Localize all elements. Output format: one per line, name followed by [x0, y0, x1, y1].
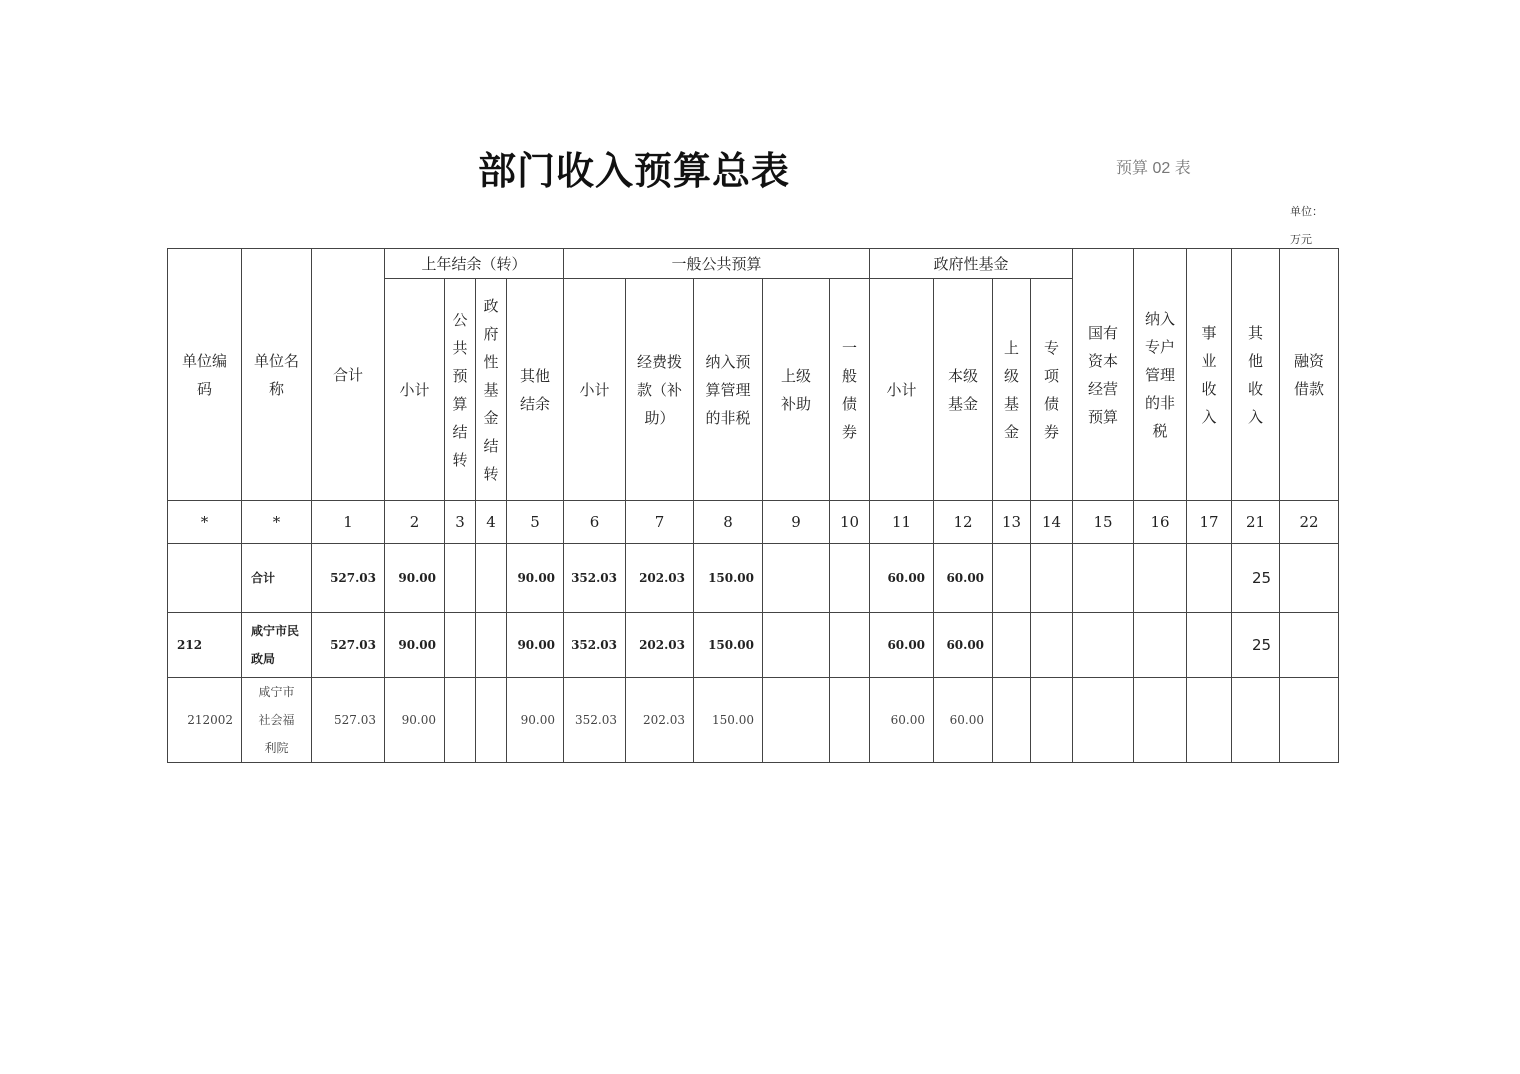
row-gen-nontax: 150.00 [694, 678, 763, 763]
row-name: 咸宁市社会福利院 [242, 678, 312, 763]
row-prev-gov [476, 678, 507, 763]
row-gen-nontax: 150.00 [694, 613, 763, 678]
row-name: 合计 [242, 544, 312, 613]
row-gen-subtotal: 352.03 [564, 613, 626, 678]
row-business [1187, 678, 1232, 763]
row-gen-bond [830, 544, 870, 613]
row-fund-superior [993, 678, 1031, 763]
header-prev-subtotal: 小计 [385, 279, 445, 501]
header-fund-local: 本级基金 [934, 279, 993, 501]
row-financing [1280, 613, 1339, 678]
row-prev-other: 90.00 [507, 613, 564, 678]
row-special-nontax [1134, 544, 1187, 613]
row-state-capital [1073, 544, 1134, 613]
col-number: 4 [476, 501, 507, 544]
header-group-general: 一般公共预算 [564, 249, 870, 279]
header-total: 合计 [312, 249, 385, 501]
row-prev-other: 90.00 [507, 544, 564, 613]
row-gen-superior [763, 544, 830, 613]
table-row-welfare [168, 678, 1339, 763]
header-group-fund: 政府性基金 [870, 249, 1073, 279]
row-fund-local: 60.00 [934, 613, 993, 678]
col-number: 16 [1134, 501, 1187, 544]
header-name: 单位名称 [242, 249, 312, 501]
row-prev-other: 90.00 [507, 678, 564, 763]
col-number: * [168, 501, 242, 544]
row-gen-subtotal: 352.03 [564, 678, 626, 763]
unit-value: 万元 [1290, 233, 1312, 246]
row-total: 527.03 [312, 678, 385, 763]
row-code: 212002 [168, 678, 242, 763]
header-gen-bond: 一般债券 [830, 279, 870, 501]
col-number: 2 [385, 501, 445, 544]
row-fund-subtotal: 60.00 [870, 678, 934, 763]
budget-table [167, 248, 1339, 763]
row-prev-subtotal: 90.00 [385, 613, 445, 678]
header-prev-gov: 政府性基金结转 [476, 279, 507, 501]
header-gen-subtotal: 小计 [564, 279, 626, 501]
row-prev-gov [476, 613, 507, 678]
row-business [1187, 544, 1232, 613]
col-number: 13 [993, 501, 1031, 544]
row-fund-subtotal: 60.00 [870, 613, 934, 678]
row-total: 527.03 [312, 613, 385, 678]
col-number: 10 [830, 501, 870, 544]
row-fund-bond [1031, 544, 1073, 613]
row-gen-superior [763, 613, 830, 678]
row-gen-bond [830, 613, 870, 678]
col-number: 22 [1280, 501, 1339, 544]
row-prev-public [445, 613, 476, 678]
header-business: 事业收入 [1187, 249, 1232, 501]
col-number: * [242, 501, 312, 544]
header-financing: 融资借款 [1280, 249, 1339, 501]
form-number: 预算 02 表 [1116, 160, 1191, 177]
table-row-bureau [168, 613, 1339, 678]
header-code: 单位编码 [168, 249, 242, 501]
row-gen-funding: 202.03 [626, 544, 694, 613]
row-other-income: 25 [1232, 613, 1280, 678]
col-number: 14 [1031, 501, 1073, 544]
row-state-capital [1073, 613, 1134, 678]
header-fund-subtotal: 小计 [870, 279, 934, 501]
row-fund-local: 60.00 [934, 544, 993, 613]
row-fund-bond [1031, 678, 1073, 763]
table-row-total [168, 544, 1339, 613]
row-financing [1280, 544, 1339, 613]
col-number: 21 [1232, 501, 1280, 544]
row-fund-subtotal: 60.00 [870, 544, 934, 613]
header-prev-other: 其他结余 [507, 279, 564, 501]
row-gen-nontax: 150.00 [694, 544, 763, 613]
row-special-nontax [1134, 678, 1187, 763]
row-fund-local: 60.00 [934, 678, 993, 763]
header-gen-nontax: 纳入预算管理的非税 [694, 279, 763, 501]
row-prev-public [445, 678, 476, 763]
row-fund-superior [993, 544, 1031, 613]
row-other-income: 25 [1232, 544, 1280, 613]
row-gen-subtotal: 352.03 [564, 544, 626, 613]
unit-label: 单位： [1290, 205, 1323, 218]
header-state-capital: 国有资本经营预算 [1073, 249, 1134, 501]
row-fund-superior [993, 613, 1031, 678]
header-gen-superior: 上级补助 [763, 279, 830, 501]
header-special-nontax: 纳入专户管理的非税 [1134, 249, 1187, 501]
row-state-capital [1073, 678, 1134, 763]
col-number: 15 [1073, 501, 1134, 544]
unit-note [1290, 198, 1323, 254]
col-number: 17 [1187, 501, 1232, 544]
row-gen-funding: 202.03 [626, 613, 694, 678]
row-gen-superior [763, 678, 830, 763]
column-number-row [168, 501, 1339, 544]
row-name: 咸宁市民政局 [242, 613, 312, 678]
row-prev-subtotal: 90.00 [385, 678, 445, 763]
row-financing [1280, 678, 1339, 763]
row-special-nontax [1134, 613, 1187, 678]
col-number: 6 [564, 501, 626, 544]
row-fund-bond [1031, 613, 1073, 678]
row-total: 527.03 [312, 544, 385, 613]
row-prev-subtotal: 90.00 [385, 544, 445, 613]
row-business [1187, 613, 1232, 678]
row-code [168, 544, 242, 613]
header-fund-bond: 专项债券 [1031, 279, 1073, 501]
col-number: 8 [694, 501, 763, 544]
header-gen-funding: 经费拨款（补助） [626, 279, 694, 501]
col-number: 3 [445, 501, 476, 544]
header-prev-public: 公共预算结转 [445, 279, 476, 501]
col-number: 1 [312, 501, 385, 544]
row-gen-bond [830, 678, 870, 763]
col-number: 12 [934, 501, 993, 544]
col-number: 7 [626, 501, 694, 544]
header-fund-superior: 上级基金 [993, 279, 1031, 501]
row-code: 212 [168, 613, 242, 678]
header-other-income: 其他收入 [1232, 249, 1280, 501]
col-number: 9 [763, 501, 830, 544]
row-prev-gov [476, 544, 507, 613]
row-gen-funding: 202.03 [626, 678, 694, 763]
header-group-prev: 上年结余（转） [385, 249, 564, 279]
row-other-income [1232, 678, 1280, 763]
col-number: 11 [870, 501, 934, 544]
page-title: 部门收入预算总表 [478, 149, 791, 193]
col-number: 5 [507, 501, 564, 544]
row-prev-public [445, 544, 476, 613]
